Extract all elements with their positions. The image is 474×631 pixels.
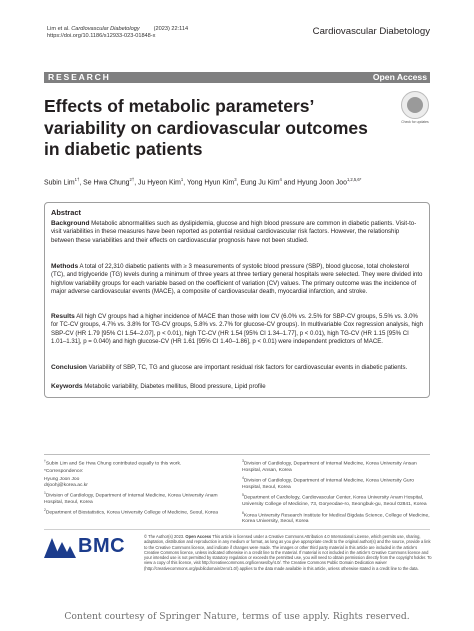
correspondence-email[interactable]: drjoohj@korea.ac.kr: [44, 482, 88, 488]
footnotes-right: [242, 458, 432, 527]
conclusion-text: Variability of SBP, TC, TG and glucose are important residual risk factors for cardiovascular events in diabetic patients.: [88, 364, 408, 371]
courtesy-notice: Content courtesy of Springer Nature, terms of use apply. Rights reserved.: [64, 611, 410, 622]
footnote: [242, 475, 432, 491]
bmc-logo-text: BMC: [78, 535, 126, 557]
author-name: , Yong Hyun Kim: [183, 179, 235, 187]
correspondence-label: *Correspondence:: [44, 469, 84, 475]
author-name: and Hyung Joon Joo: [281, 179, 347, 187]
license-open-access: Open Access: [185, 534, 212, 539]
footnote: [242, 458, 432, 474]
footnote-text: Subin Lim and Se Hwa Chung contributed equally to this work.: [45, 461, 182, 467]
abstract-keywords: [51, 383, 423, 391]
footnote-marker: 1: [44, 491, 46, 496]
footnote-text: Division of Cardiology, Department of Internal Medicine, Korea University Anam Hospital, Seoul, Korea: [44, 493, 218, 505]
footnote: [44, 507, 234, 517]
keywords-label: Keywords: [51, 383, 83, 390]
footnote-marker: 4: [242, 476, 244, 481]
footnote-marker: 3: [242, 459, 244, 463]
footnote-marker: 6: [242, 510, 244, 515]
abstract-box: [44, 202, 430, 398]
footnote: [44, 458, 234, 468]
article-type-banner: [44, 72, 430, 83]
methods-text: A total of 22,310 diabetic patients with ≥ 3 measurements of systolic blood pressure (SBP), blood glucose, total cholesterol (TC), and triglyceride (TG) levels during a minimum of three years at three tertiary general hospitals were selected. They were divided into high/low variability groups for each variable based on the coefficient of variation (CV) values. The primary outcome was the incidence of major adverse cardiovascular events (MACE), a composite of cardiovascular death, myocardial infarction, and stroke.: [51, 263, 423, 295]
footnote: [44, 490, 234, 506]
author-name: , Ju Hyeon Kim: [134, 179, 181, 187]
correspondence-name: Hyung Joon Joo: [44, 476, 80, 482]
footnote-divider: [44, 454, 430, 455]
author-affil: 1†: [74, 177, 80, 182]
article-type-label: RESEARCH: [48, 72, 111, 82]
license-lead: © The Author(s) 2023.: [144, 534, 185, 539]
license-body: This article is licensed under a Creative Commons Attribution 4.0 International License, which permits use, sharing, adaptation, distribution and reproduction in any medium or format, as long as you give appropriate credit to the original author(s) and the source, provide a link to the Creative Commons licence, and indicate if changes were made. The images or other third party material in this article are included in the article’s Creative Commons licence, unless indicated otherwise in a credit line to the material. If material is not included in the article’s Creative Commons licence and your intended use is not permitted by statutory regulation or exceeds the permitted use, you will need to obtain permission directly from the copyright holder. To view a copy of this licence, visit http://creativecommons.org/licenses/by/4.0/. The Creative Commons Public Domain Dedication waiver (http://creativecommons.org/publicdomain/zero/1.0/) applies to the data made available in this article, unless otherwise stated in a credit line to the data.: [144, 534, 432, 571]
background-text: Metabolic abnormalities such as dyslipidemia, glucose and high blood pressure are common in diabetic patients. Visit-to-visit variabilities in these measures have been reported as potential residual cardiovascular risk factors. However, the relationship between these variabilities and their effects on cardiovascular prognosis have not been studied.: [51, 220, 417, 244]
check-for-updates-label: Check for updates: [401, 120, 429, 124]
citation-authors: Lim et al.: [47, 26, 70, 32]
footnote-marker: 5: [242, 493, 244, 498]
footnote-marker: †: [44, 459, 46, 463]
footnote-text: Department of Biostatistics, Korea University College of Medicine, Seoul, Korea: [45, 511, 218, 516]
footnote-text: Division of Cardiology, Department of Internal Medicine, Korea University Ansan Hospital, Ansan, Korea: [242, 461, 417, 473]
abstract-heading: Abstract: [51, 208, 81, 217]
abstract-background: [51, 220, 423, 245]
bmc-logo: [44, 534, 134, 558]
citation-journal: Cardiovascular Diabetology: [71, 26, 140, 32]
footnotes-left: [44, 458, 234, 518]
license-divider: [44, 529, 430, 530]
author-affil: 3: [234, 177, 237, 182]
citation-volume: (2023) 22:114: [153, 26, 189, 32]
results-text: All high CV groups had a higher incidence of MACE than those with low CV (6.0% vs. 2.5% for SBP-CV groups, 5.5% vs. 3.0% for TC-CV groups, 4.7% vs. 3.8% for TG-CV groups, 5.8% vs. 2.7% for glucose-CV groups). In multivariable Cox regression analysis, high SBP-CV (HR 1.79 [95% CI 1.54–2.07], p < 0.01), high TC-CV (HR 1.54 [95% CI 1.34–1.77], p < 0.01), high TG-CV (HR 1.15 [95% CI 1.01–1.31], p = 0.040) and high glucose-CV (HR 1.61 [95% CI 1.40–1.86], p < 0.01) were independent predictors of MACE.: [51, 313, 423, 345]
author-name: , Se Hwa Chung: [79, 179, 130, 187]
citation-header: [47, 26, 188, 41]
author-affil: 2†: [129, 177, 135, 182]
license-text: [144, 534, 432, 571]
check-for-updates-icon-inner: [407, 97, 423, 113]
footnote: [242, 492, 432, 508]
author-name: Subin Lim: [44, 179, 75, 187]
footnote-text: Korea University Research Institute for Medical Bigdata Science, College of Medicine, Korea University, Seoul, Korea: [242, 513, 430, 525]
background-label: Background: [51, 220, 90, 227]
footnote: [242, 510, 432, 526]
author-affil: 1: [180, 177, 184, 182]
author-affil: 1,2,5,6*: [346, 177, 362, 182]
article-title: Effects of metabolic parameters’ variability on cardiovascular outcomes in diabetic patients: [44, 96, 368, 159]
abstract-conclusion: [51, 364, 423, 372]
footnote-marker: 2: [44, 508, 46, 513]
results-label: Results: [51, 313, 75, 320]
abstract-results: [51, 313, 423, 346]
keywords-text: Metabolic variability, Diabetes mellitus, Blood pressure, Lipid profile: [84, 383, 266, 390]
author-affil: 4: [279, 177, 282, 182]
author-name: , Eung Ju Kim: [236, 179, 280, 187]
open-access-label: Open Access: [372, 72, 427, 82]
methods-label: Methods: [51, 263, 79, 270]
conclusion-label: Conclusion: [51, 364, 87, 371]
check-for-updates-icon[interactable]: [401, 91, 429, 119]
bmc-logo-icon: [44, 534, 76, 558]
doi-link[interactable]: https://doi.org/10.1186/s12933-023-01848-x: [47, 33, 156, 40]
citation-line: [47, 26, 188, 33]
author-list: [44, 175, 434, 187]
footnote-text: Department of Cardiology, Cardiovascular Center, Korea University Anam Hospital, University College of Medicine, 73, Goryeodae-ro, Seongbuk-gu, Seoul 02841, Korea: [242, 496, 427, 508]
footnote-text: Division of Cardiology, Department of Internal Medicine, Korea University Guro Hospital, Seoul, Korea: [242, 478, 414, 490]
journal-name: Cardiovascular Diabetology: [312, 26, 430, 37]
abstract-methods: [51, 263, 423, 296]
